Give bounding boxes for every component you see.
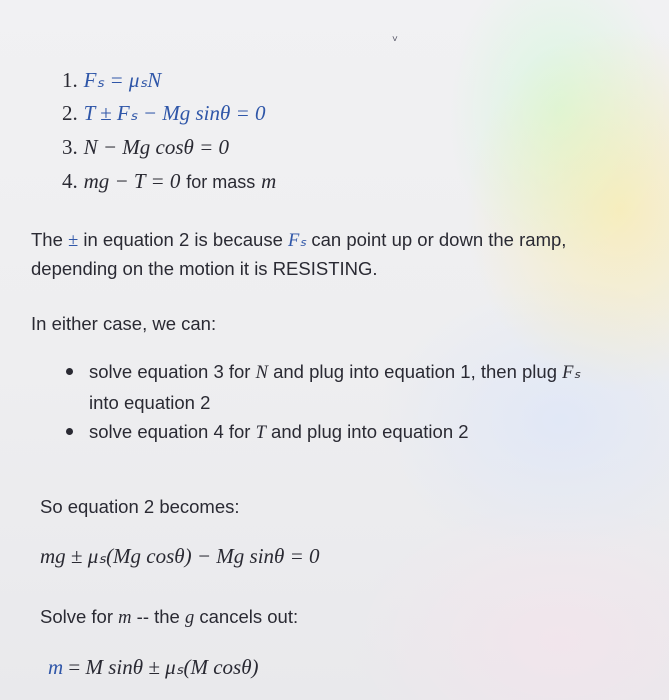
bullet-1-text-a: solve equation 3 for (89, 361, 251, 382)
either-case-text: In either case, we can: (31, 313, 217, 334)
equation-1-math: Fₛ = μₛN (83, 68, 162, 92)
equation-2-number: 2. (62, 101, 78, 125)
equation-2 (62, 101, 266, 126)
equation-4-number: 4. (62, 169, 78, 193)
explanation-line-1 (31, 225, 566, 256)
bullet-dot-1 (66, 368, 73, 375)
so-equation-2-text: So equation 2 becomes: (40, 496, 240, 517)
equation-4-var: m (261, 169, 277, 193)
explanation-text-b: in equation 2 is because (83, 229, 283, 250)
equation-2-math: T ± Fₛ − Mg sinθ = 0 (83, 101, 266, 125)
equation-3 (62, 135, 229, 160)
bullet-1-line-1 (89, 357, 580, 388)
bullet-1-line-2: into equation 2 (89, 392, 211, 413)
final-eq-lhs: m (48, 655, 64, 679)
solve-text-b: -- the (136, 606, 180, 627)
explanation-text-a: The (31, 229, 63, 250)
explanation-text-c: can point up or down the ramp, (311, 229, 567, 250)
equation-3-math: N − Mg cosθ = 0 (83, 135, 229, 159)
bullet-2-var: T (255, 423, 266, 443)
explanation-fs: Fₛ (288, 231, 307, 251)
solve-var-m: m (118, 608, 132, 628)
combined-equation: mg ± μₛ(Mg cosθ) − Mg sinθ = 0 (40, 544, 320, 568)
solve-text-c: cancels out: (199, 606, 299, 627)
final-eq-equals: = (68, 655, 81, 679)
equation-3-number: 3. (62, 135, 78, 159)
bullet-2-text-a: solve equation 4 for (89, 421, 251, 442)
bullet-1-text-b: and plug into equation 1, then plug (273, 361, 557, 382)
equation-1-number: 1. (62, 68, 78, 92)
bullet-2 (89, 417, 469, 448)
bullet-1-fs: Fₛ (562, 363, 581, 383)
solve-for-text (40, 602, 298, 633)
explanation-pm: ± (68, 231, 79, 251)
equation-4-suffix: for mass (186, 172, 256, 192)
equation-1 (62, 68, 161, 93)
corner-marker-icon: ˅ (392, 34, 398, 45)
equation-4-math: mg − T = 0 (83, 169, 181, 193)
bullet-dot-2 (66, 428, 73, 435)
solve-var-g: g (185, 608, 195, 628)
bullet-1-var: N (255, 363, 268, 383)
final-equation (48, 655, 259, 680)
equation-4 (62, 169, 276, 194)
bullet-2-text-b: and plug into equation 2 (271, 421, 469, 442)
explanation-line-2: depending on the motion it is RESISTING. (31, 258, 378, 279)
final-eq-rhs: M sinθ ± μₛ(M cosθ) (85, 655, 259, 679)
solve-text-a: Solve for (40, 606, 114, 627)
